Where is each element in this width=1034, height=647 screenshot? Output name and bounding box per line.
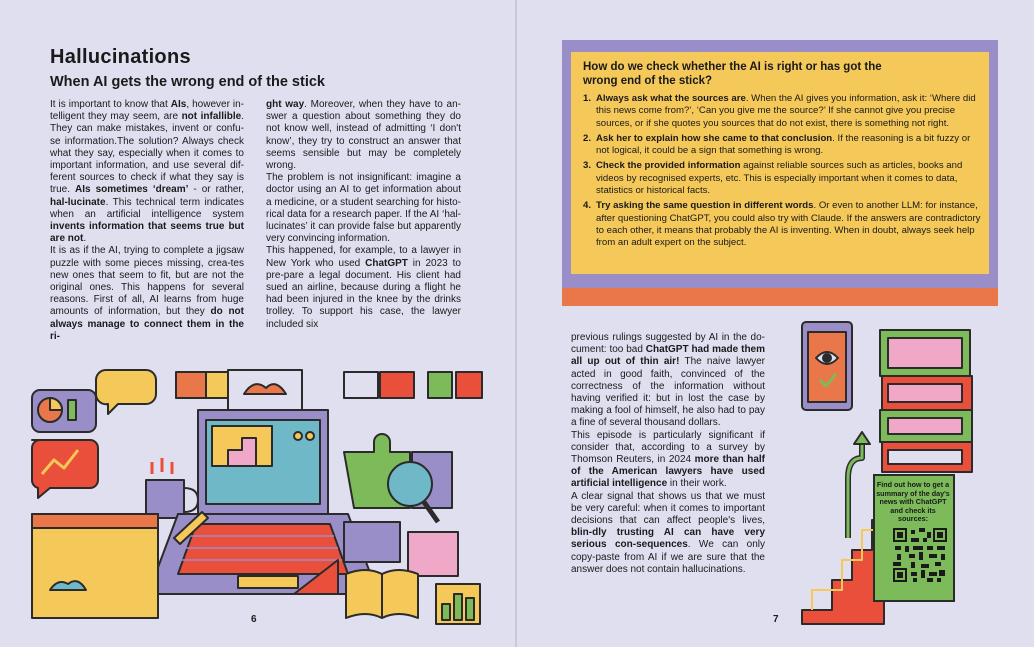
speech-bubble-icon	[96, 370, 156, 414]
magnifier-icon	[388, 462, 432, 506]
list-item: 1. Always ask what the sources are. When the AI gives you information, ask it: ‘Where did this news come from?’, ‘Can you give me the source?’ If she cannot give you precise sources, or if she quotes you sources that do not exist, there is something not right.	[583, 93, 976, 129]
text-column-1	[50, 99, 244, 343]
ai-illustration	[28, 362, 488, 632]
text-column-3	[571, 332, 765, 576]
paragraph: This episode is particularly significant if consider that, according to a survey by Thomson Reuters, in 2024 more than half of the American lawyers have used artificial intelligence in their work.	[571, 429, 765, 490]
page-title: Hallucinations	[50, 46, 191, 68]
paragraph: It is as if the AI, trying to complete a jigsaw puzzle with some pieces missing, crea-tes new ones that seem to fit, but are not the original ones. This happens for several reasons. First of all, AI learns from huge amounts of information, but they do not always manage to connect them in the ri-	[50, 245, 244, 342]
tip-list	[583, 93, 981, 253]
mug-icon	[146, 480, 184, 518]
paragraph: previous rulings suggested by AI in the do-cument: too bad ChatGPT had made them all up out of thin air! The naive lawyer acted in good faith, convinced of the correctness of the information without having verified it: but in lost the case by making a fool of himself, he also had to pay a fine of several thousand dollars.	[571, 332, 766, 429]
qr-caption: Find out how to get a summary of the day's news with ChatGPT and check its sources:	[876, 480, 950, 524]
page-number-left: 6	[251, 614, 257, 625]
page-subtitle: When AI gets the wrong end of the stick	[50, 74, 325, 90]
list-item: 3. Check the provided information against reliable sources such as articles, books and videos by recognised experts, etc. This is especially important when it comes to data, statistics or historical facts.	[583, 160, 963, 197]
arrow-up-icon	[848, 442, 862, 538]
paragraph: The problem is not insignificant: imagine a doctor using an AI to get information about a medicine, or a student searching for histo-rical data for a research paper. If the AI ‘hal-lucinates’ it can provide false but apparently very convincing information.	[266, 172, 461, 245]
paragraph: A clear signal that shows us that we must be very careful: when it comes to important decisions that can affect people's lives, blin-dly trusting AI can have very serious con-sequences. We can only copy-paste from AI if we are sure that the answer does not contain hallucinations.	[571, 490, 765, 575]
paragraph: It is important to know that AIs, however in-telligent they may seem, are not infallible. They can make mistakes, invent or confu-se information.The solution? Always check what they say, especially when it comes to important information, and use several dif-ferent sources to check if what they say is true. AIs sometimes ‘dream’ - or rather, hal-lucinate. This technical term indicates when an artificial intelligence system invents information that seems true but are not.	[50, 99, 244, 245]
tip-box-title: How do we check whether the AI is right or has got the wrong end of the stick?	[583, 61, 882, 87]
paragraph: This happened, for example, to a lawyer in New York who used ChatGPT in 2023 to pre-pare a legal document. His client had sued an airline, because during a flight he had been injured in the knee by the drinks trolley. To support his case, the lawyer included six	[266, 245, 461, 330]
list-item: 2. Ask her to explain how she came to that conclusion. If the reasoning is a bit fuzzy or not logical, it could be a sign that something is wrong.	[583, 132, 971, 157]
page-number-right: 7	[773, 614, 779, 625]
tip-box-stripe	[562, 288, 998, 306]
paragraph: ght way. Moreover, when they have to an-swer a question about something they do not know well, instead of admitting ‘I don't know’, they try to construct an answer that seems sensible but may be completely wrong.	[266, 99, 461, 172]
page-gutter	[515, 0, 517, 647]
list-item: 4. Try asking the same question in different words. Or even to another LLM: for instance, after questioning ChatGPT, you could also try with Claude. If the answers are contradictory to each other, it means that probably the AI is inventing. When in doubt, always seek help from an adult expert on the subject.	[583, 200, 981, 249]
text-column-2	[266, 99, 461, 331]
qr-code-icon[interactable]	[893, 528, 947, 582]
